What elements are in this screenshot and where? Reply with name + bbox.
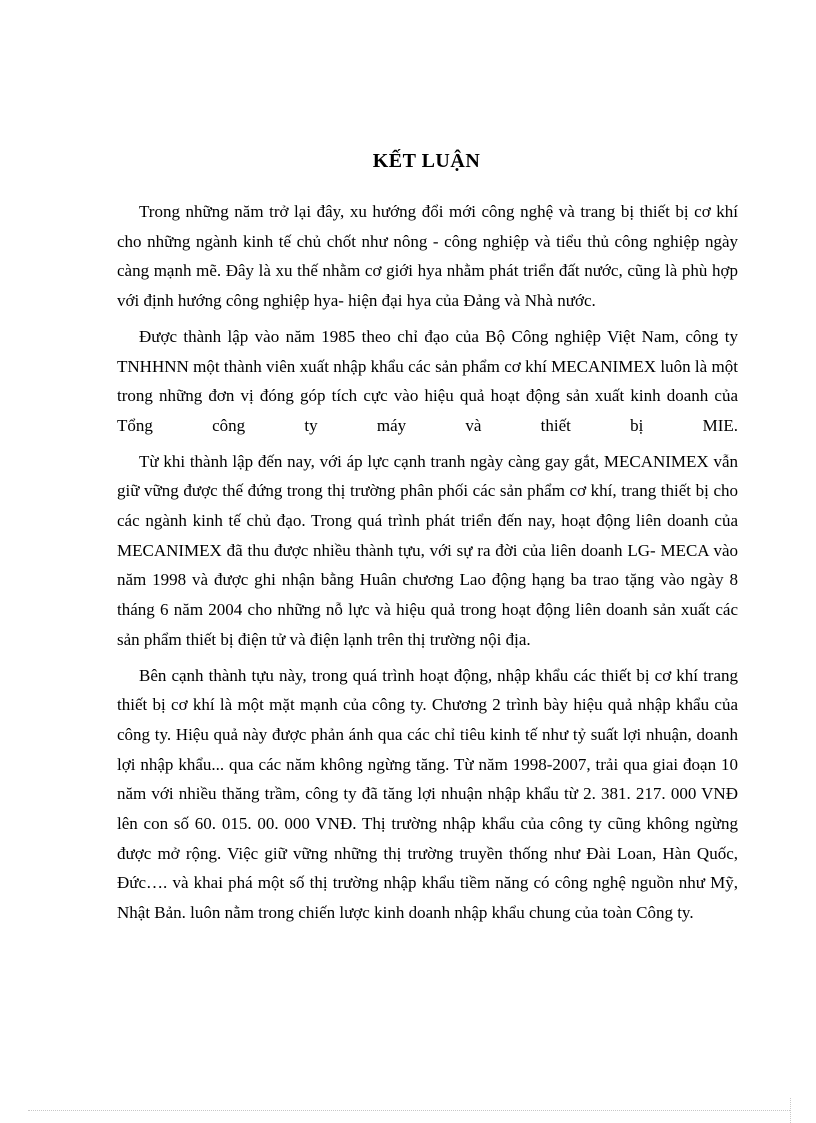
paragraph-import-results: Bên cạnh thành tựu này, trong quá trình hoạt động, nhập khẩu các thiết bị cơ khí trang thiết bị cơ khí là một mặt mạnh của công ty. Chương 2 trình bày hiệu quả nhập khẩu của công ty. Hiệu quả này được phản ánh qua các chỉ tiêu kinh tế như tỷ suất lợi nhuận, doanh lợi nhập khẩu... qua các năm không ngừng tăng. Từ năm 1998-2007, trải qua giai đoạn 10 năm với nhiều thăng trầm, công ty đã tăng lợi nhuận nhập khẩu từ 2. 381. 217. 000 VNĐ lên con số 60. 015. 00. 000 VNĐ. Thị trường nhập khẩu của công ty cũng không ngừng được mở rộng. Việc giữ vững những thị trường truyền thống như Đài Loan, Hàn Quốc, Đức…. và khai phá một số thị trường nhập khẩu tiềm năng có công nghệ nguồn như Mỹ, Nhật Bản. luôn nằm trong chiến lược kinh doanh nhập khẩu chung của toàn Công ty. [117, 665, 738, 923]
paragraph-intro: Trong những năm trở lại đây, xu hướng đổi mới công nghệ và trang bị thiết bị cơ khí cho những ngành kinh tế chủ chốt như nông - công nghiệp và tiểu thủ công nghiệp ngày càng mạnh mẽ. Đây là xu thế nhằm cơ giới hya nhằm phát triển đất nước, cũng là phù hợp với định hướng công nghiệp hya- hiện đại hya của Đảng và Nhà nước. [117, 202, 738, 311]
page-corner-marker [790, 1098, 791, 1123]
paragraph-achievements: Từ khi thành lập đến nay, với áp lực cạnh tranh ngày càng gay gắt, MECANIMEX vẫn giữ vững được thế đứng trong thị trường phân phối các sản phẩm cơ khí, trang thiết bị cho các ngành kinh tế chủ đạo. Trong quá trình phát triển đến nay, hoạt động liên doanh của MECANIMEX đã thu được nhiều thành tựu, với sự ra đời của liên doanh LG- MECA vào năm 1998 và được ghi nhận bằng Huân chương Lao động hạng ba trao tặng vào ngày 8 tháng 6 năm 2004 cho những nỗ lực và hiệu quả trong hoạt động liên doanh sản xuất các sản phẩm thiết bị điện tử và điện lạnh trên thị trường nội địa. [117, 451, 738, 649]
document-body [117, 197, 738, 934]
paragraph-company-founding: Được thành lập vào năm 1985 theo chỉ đạo của Bộ Công nghiệp Việt Nam, công ty TNHHNN một thành viên xuất nhập khẩu các sản phẩm cơ khí MECANIMEX luôn là một trong những đơn vị đóng góp tích cực vào hiệu quả hoạt động sản xuất kinh doanh của Tổng công ty máy và thiết bị MIE. [117, 326, 738, 435]
page-bottom-border [28, 1110, 790, 1111]
page-title: KẾT LUẬN [372, 150, 481, 172]
